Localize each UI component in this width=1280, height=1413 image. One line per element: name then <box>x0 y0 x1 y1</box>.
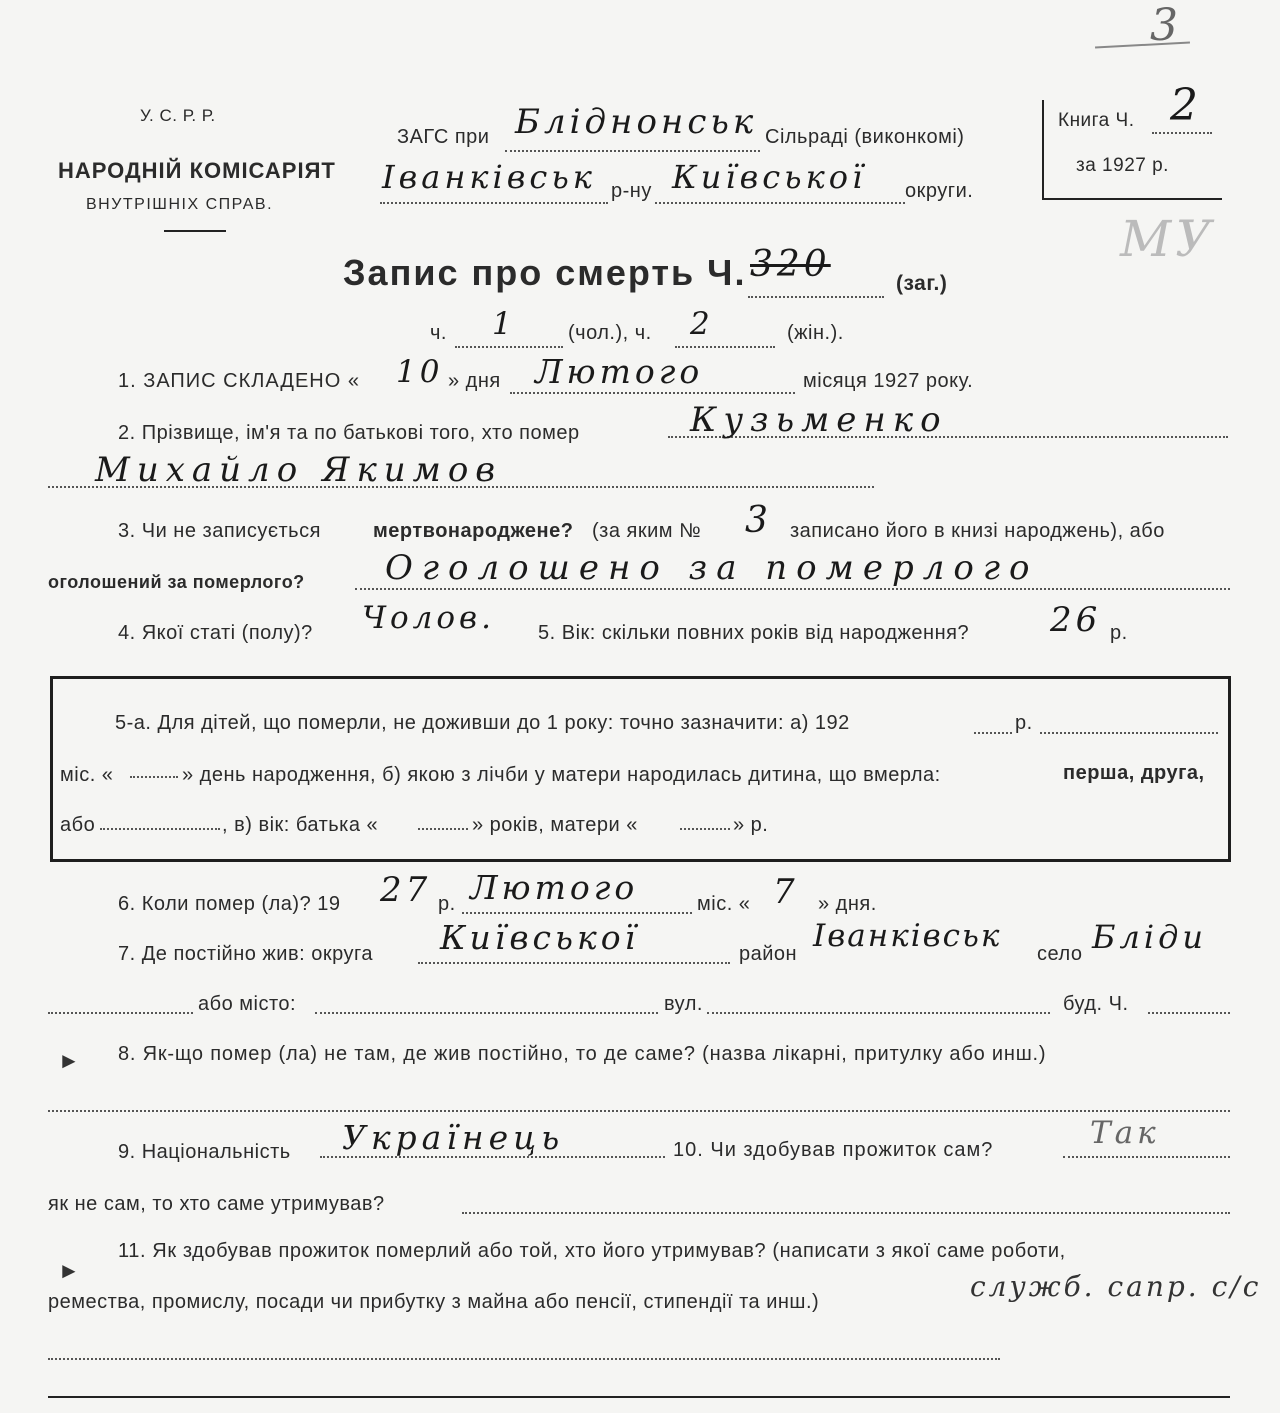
f5a-father-line <box>418 828 468 830</box>
f1-suffix: місяця 1927 року. <box>803 370 974 392</box>
f6-month: Лютого <box>470 868 639 907</box>
f9-support-label: як не сам, то хто саме утримував? <box>48 1193 385 1215</box>
f5a-line1-tail <box>1040 732 1218 734</box>
f6-month-line <box>462 912 692 914</box>
f8-label: 8. Як-що помер (ла) не там, де жив постійно, то де саме? (назва лікарні, притулку або инш.) <box>118 1043 1047 1065</box>
f5a-order-line <box>100 828 220 830</box>
zags-prefix: ЗАГС при <box>397 126 490 148</box>
f8-line <box>48 1110 1230 1112</box>
f7-bud-label: буд. Ч. <box>1063 993 1129 1015</box>
ch-label: ч. <box>430 322 447 344</box>
f6-mis: міс. « <box>697 893 751 915</box>
f5a-line2c: перша, друга, <box>1063 762 1205 784</box>
book-number: 2 <box>1170 80 1202 131</box>
zags-district: Іванківськ <box>382 158 596 196</box>
zags-district-label: р-ну <box>611 180 652 202</box>
zags-okruha-label: округи. <box>905 180 974 202</box>
female-no-line <box>675 346 775 348</box>
f3-line1: 3. Чи не записується <box>118 520 321 542</box>
zags-okruha: Київської <box>672 158 867 196</box>
f5a-line3d: » р. <box>733 814 769 836</box>
f2-surname: Кузьменко <box>690 400 948 440</box>
f6-label: 6. Коли помер (ла)? 19 <box>118 893 341 915</box>
f5a-month-line <box>130 776 178 778</box>
arrow-icon: ► <box>58 1048 80 1073</box>
f5a-line1-end: р. <box>1015 712 1033 734</box>
f7-city-line <box>315 1012 658 1014</box>
f3-stillborn: мертвонароджене? <box>373 520 574 542</box>
f3-line1b: (за яким № <box>592 520 702 542</box>
f1-month: Лютого <box>535 352 704 391</box>
f3-answer: Оголошено за померлого <box>385 548 1039 588</box>
corner-mark: 3 <box>1150 0 1182 51</box>
male-no: 1 <box>492 306 516 342</box>
f11-answer: служб. сапр. с/с <box>970 1270 1262 1303</box>
f7-city-label: або місто: <box>198 993 297 1015</box>
f10-value-line <box>1063 1156 1230 1158</box>
f11-line2: ремества, промислу, посади чи прибутку з майна або пенсії, стипендії та инш.) <box>48 1291 820 1313</box>
f1-label: 1. ЗАПИС СКЛАДЕНО « <box>118 370 360 392</box>
f6-r: р. <box>438 893 456 915</box>
male-label: (чол.), ч. <box>568 322 652 344</box>
f6-day: 7 <box>773 872 799 912</box>
f9-label: 9. Національність <box>118 1141 291 1163</box>
f5a-line1: 5-а. Для дітей, що померли, не доживши до 1 року: точно зазначити: а) 192 <box>115 712 850 734</box>
male-no-line <box>455 346 563 348</box>
zags-village-line <box>505 150 760 152</box>
f5-age: 26 <box>1050 600 1102 640</box>
book-label: Книга Ч. <box>1058 110 1135 131</box>
f9-value: Українець <box>342 1118 565 1157</box>
f7-street-label: вул. <box>664 993 703 1015</box>
book-box-border <box>1042 100 1044 200</box>
f5a-year-line <box>974 732 1012 734</box>
f7-selo-label: село <box>1037 943 1083 965</box>
ministry-sub: ВНУТРІШНІХ СПРАВ. <box>86 196 274 213</box>
f11-line1: 11. Як здобував прожиток померлий або той, хто його утримував? (написати з якої саме роботи, <box>118 1240 1066 1262</box>
arrow-icon-2: ► <box>58 1258 80 1283</box>
f7-street-line <box>707 1012 1050 1014</box>
f3-answer-line <box>355 588 1230 590</box>
corner-initials: МУ <box>1120 210 1216 268</box>
f4-sex: Чолов. <box>362 600 495 636</box>
f4-label: 4. Якої статі (полу)? <box>118 622 313 644</box>
republic-label: У. С. Р. Р. <box>140 106 216 125</box>
f7-bud-line <box>1148 1012 1230 1014</box>
ministry-name: НАРОДНІЙ КОМІСАРІЯТ <box>58 158 336 183</box>
title-number: 320 <box>750 244 831 285</box>
f5-age-suffix: р. <box>1110 622 1128 644</box>
zags-village: Бліднонськ <box>515 102 758 142</box>
title-suffix: (заг.) <box>896 272 948 295</box>
zags-council-label: Сільраді (виконкомі) <box>765 126 965 148</box>
f5a-mother-line <box>680 828 730 830</box>
f10-label: 10. Чи здобував прожиток сам? <box>673 1139 994 1161</box>
book-number-line <box>1152 132 1212 134</box>
f3-number: 3 <box>745 500 772 541</box>
f5a-line3b: , в) вік: батька « <box>222 814 379 836</box>
f6-suffix: » дня. <box>818 893 877 915</box>
f1-day: 10 <box>396 354 444 390</box>
f1-day-suffix: » дня <box>448 370 501 392</box>
book-box-bottom <box>1042 198 1222 200</box>
f5a-line2b: » день народження, б) якою з лічби у матери народилась дитина, що вмерла: <box>182 764 941 786</box>
ministry-rule <box>164 230 226 232</box>
bottom-rule <box>48 1396 1230 1398</box>
f7-selo: Бліди <box>1092 918 1208 956</box>
zags-district-line <box>380 202 608 204</box>
page-title: Запис про смерть Ч. <box>343 252 747 293</box>
zags-okruha-line <box>655 202 905 204</box>
female-label: (жін.). <box>787 322 844 344</box>
f7-pre-city-line <box>48 1012 193 1014</box>
title-number-line <box>748 296 884 298</box>
f5a-line3c: » років, матери « <box>472 814 638 836</box>
f5a-line3a: або <box>60 814 96 836</box>
f10-value: Так <box>1090 1115 1160 1151</box>
female-no: 2 <box>690 306 714 342</box>
f5-label: 5. Вік: скільки повних років від народження? <box>538 622 970 644</box>
f11-line3 <box>48 1358 1000 1360</box>
f7-label: 7. Де постійно жив: округа <box>118 943 373 965</box>
f2-name: Михайло Якимов <box>95 450 503 490</box>
f7-okruha-line <box>418 962 730 964</box>
f1-month-line <box>510 392 795 394</box>
f3-line1c: записано його в книзі народжень), або <box>790 520 1165 542</box>
f2-label: 2. Прізвище, ім'я та по батькові того, хто помер <box>118 422 580 444</box>
f9-support-line <box>462 1212 1230 1214</box>
f5a-line2a: міс. « <box>60 764 114 786</box>
f7-rayon: Іванківськ <box>813 918 1002 954</box>
f3-declared: оголошений за померлого? <box>48 572 305 592</box>
f6-year: 27 <box>380 870 432 910</box>
f7-okruha: Київської <box>440 918 640 957</box>
book-year: за 1927 р. <box>1076 155 1169 176</box>
f7-rayon-label: район <box>739 943 798 965</box>
